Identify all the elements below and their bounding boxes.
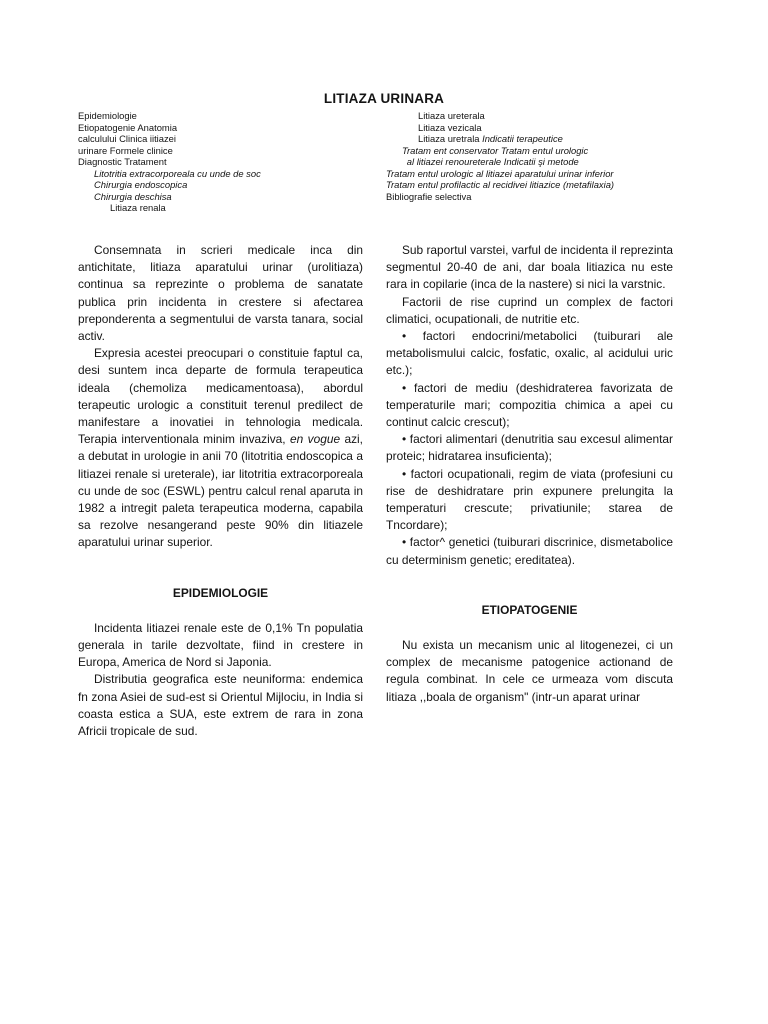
risk-factor-item: • factori endocrini/metabolici (tuiburari ale metabolismului calcic, fosfatic, oxalic, al acidului uric etc.); — [386, 329, 673, 378]
intro-paragraph-1: Consemnata in scrieri medicale inca din antichitate, litiaza aparatului urinar (urolitiaza) continua sa reprezinte o problema de sanatate publica prin incidenta in crestere si afectarea preponderenta a segmentului de varsta tanara, social activ. — [78, 243, 363, 344]
toc-entry: Litiaza vezicala — [418, 121, 482, 133]
toc-entry: Chirurgia endoscopica — [94, 179, 188, 190]
toc-entry: al litiazei renoureterale Indicatii şi metode — [406, 156, 579, 167]
toc-entry: Tratam ent conservator Tratam entul urologic — [402, 144, 589, 156]
toc-entry: Chirurgia deschisa — [94, 190, 172, 202]
toc-entry: calculului Clinica iitiazei — [78, 133, 176, 144]
epidemiology-paragraph-1: Incidenta litiazei renale este de 0,1% Tn populatia generala in tarile dezvoltate, fiind in crestere in Europa, America de Nord si Japonia. — [78, 620, 363, 670]
left-text-column — [78, 242, 363, 740]
toc-entry: Litiaza ureterala — [418, 110, 485, 121]
risk-factor-item: • factori ocupationali, regim de viata (profesiuni cu rise de deshidratare prin expunere prelungita la temperaturi crescute; privatiunile; starea de Tncordare); — [386, 466, 673, 533]
page-title: LITIAZA URINARA — [323, 91, 445, 106]
toc-entry: Diagnostic Tratament — [78, 156, 167, 167]
toc-entry: Tratam entul urologic al litiazei aparatului urinar inferior — [386, 167, 614, 179]
etiopathogenesis-paragraph: Nu exista un mecanism unic al litogenezei, ci un complex de mecanisme patogenice actionand de regula combinat. In cele ce urmeaza vom discuta litiaza ,,boala de organism" (intr-un aparat urinar — [386, 638, 673, 704]
toc-entry: urinare Formele clinice — [78, 144, 173, 156]
right-text-column — [386, 242, 673, 706]
toc-entry: Etiopatogenie Anatomia — [78, 121, 178, 133]
intro-paragraph-2: Expresia acestei preocupari o constituie faptul ca, desi suntem inca departe de formula terapeutica ideala (chemoliza medicamentoasa), abordul terapeutic urologic a constituit terenul predilect de manifestare a inovatiei in tehnologia medicala. Terapia interventionala minim invaziva, en vogue azi, a debutat in urologie in anii 70 (litotritia endoscopica a litiazei renale si ureterale), iar litotritia extracorporeala cu unde de soc (ESWL) pentru calcul renal aparuta in 1982 a intregit paleta terapeutica moderna, capabila sa rezolve nesangerand peste 90% din litiazele aparatului urinar superior. — [78, 346, 363, 550]
toc-entry: Tratam entul profilactic al recidivei litiazice (metafilaxia) — [386, 179, 615, 190]
toc-entry: Litotritia extracorporeala cu unde de soc — [94, 167, 261, 179]
toc-entry: Litiaza uretrala Indicatii terapeutice — [418, 133, 563, 144]
epidemiology-paragraph-2: Distributia geografica este neuniforma: endemica fn zona Asiei de sud-est si Orientul Mijlociu, in India si coasta estica a SUA, este extrem de rara in zona Africii tropicale de sud. — [78, 672, 363, 739]
section-heading-etiopatogenie: ETIOPATOGENIE — [481, 602, 578, 617]
section-heading-epidemiologie: EPIDEMIOLOGIE — [172, 585, 269, 600]
toc-entry: Litiaza renala — [110, 202, 166, 213]
table-of-contents-right — [386, 110, 656, 202]
emphasis-en-vogue: en vogue — [290, 432, 341, 447]
toc-entry: Bibliografie selectiva — [386, 190, 472, 202]
risk-factor-item: • factor^ genetici (tuiburari discrinice, dismetabolice cu determinism genetic; ereditatea). — [386, 535, 673, 567]
risk-factor-item: • factori alimentari (denutritia sau excesul alimentar proteic; hidratarea insuficienta); — [386, 432, 673, 464]
toc-entry: Epidemiologie — [78, 110, 137, 121]
table-of-contents-left — [78, 110, 308, 214]
risk-factor-list — [386, 328, 673, 569]
risk-factors-paragraph: Factorii de rise cuprind un complex de factori climatici, ocupationali, de nutritie etc. — [386, 294, 673, 326]
age-incidence-paragraph: Sub raportul varstei, varful de incidenta il reprezinta segmentul 20-40 de ani, dar boala litiazica nu este rara in copilarie (inca de la nastere) si nici la varstnic. — [386, 243, 673, 292]
risk-factor-item: • factori de mediu (deshidraterea favorizata de temperaturile mari; compozitia chimica a apei cu continut calcic crescut); — [386, 380, 673, 430]
